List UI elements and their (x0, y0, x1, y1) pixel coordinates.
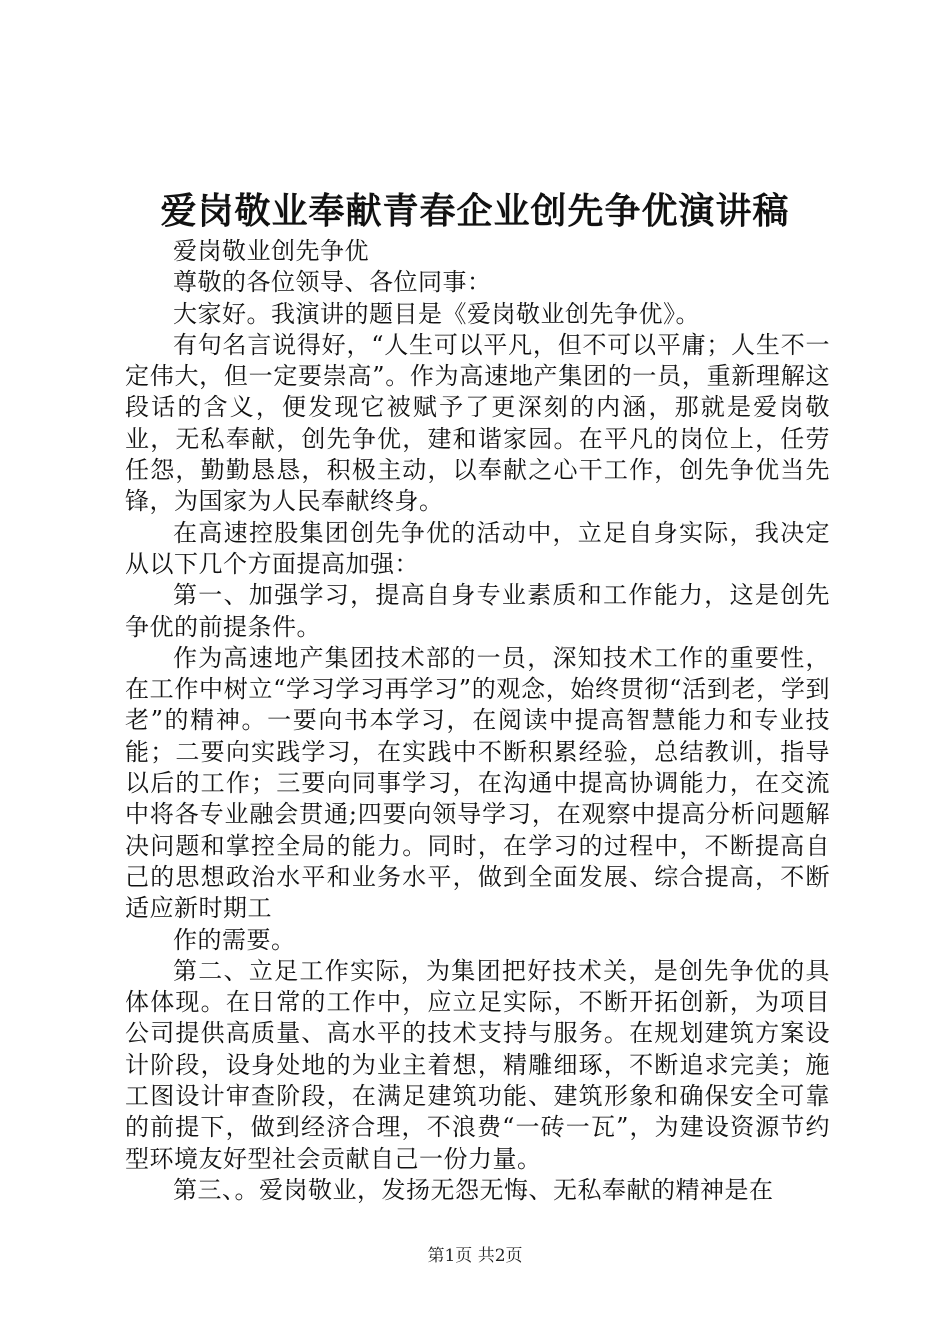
document-body (125, 236, 830, 1206)
paragraph-quote: 有句名言说得好，“人生可以平凡，但不可以平庸；人生不一定伟大，但一定要崇高”。作为高速地产集团的一员，重新理解这段话的含义，便发现它被赋予了更深刻的内涵，那就是爱岗敬业，无私奉献，创先争优，建和谐家园。在平凡的岗位上，任劳任怨，勤勤恳恳，积极主动，以奉献之心干工作，创先争优当先锋，为国家为人民奉献终身。 (125, 330, 830, 516)
paragraph-point-one: 第一、加强学习，提高自身专业素质和工作能力，这是创先争优的前提条件。 (125, 581, 830, 641)
paragraph-intro-plan: 在高速控股集团创先争优的活动中，立足自身实际，我决定从以下几个方面提高加强： (125, 518, 830, 578)
document-title: 爱岗敬业奉献青春企业创先争优演讲稿 (160, 190, 790, 232)
paragraph-learning-continued: 作的需要。 (173, 925, 296, 954)
paragraph-point-two: 第二、立足工作实际，为集团把好技术关，是创先争优的具体体现。在日常的工作中，应立足实际，不断开拓创新，为项目公司提供高质量、高水平的技术支持与服务。在规划建筑方案设计阶段，设身处地的为业主着想，精雕细琢，不断追求完美；施工图设计审查阶段，在满足建筑功能、建筑形象和确保安全可靠的前提下，做到经济合理，不浪费“一砖一瓦”，为建设资源节约型环境友好型社会贡献自己一份力量。 (125, 956, 830, 1173)
paragraph-subtitle: 爱岗敬业创先争优 (173, 237, 369, 265)
paragraph-salutation: 尊敬的各位领导、各位同事： (173, 268, 492, 297)
paragraph-greeting: 大家好。我演讲的题目是《爱岗敬业创先争优》。 (173, 299, 700, 328)
page-footer: 第1页 共2页 (427, 1246, 523, 1266)
paragraph-point-three: 第三、。爱岗敬业，发扬无怨无悔、无私奉献的精神是在 (173, 1175, 774, 1204)
paragraph-learning: 作为高速地产集团技术部的一员，深知技术工作的重要性，在工作中树立“学习学习再学习”的观念，始终贯彻“活到老，学到老”的精神。一要向书本学习，在阅读中提高智慧能力和专业技能；二要向实践学习，在实践中不断积累经验，总结教训，指导以后的工作；三要向同事学习，在沟通中提高协调能力，在交流中将各专业融会贯通;四要向领导学习，在观察中提高分析问题解决问题和掌控全局的能力。同时，在学习的过程中，不断提高自己的思想政治水平和业务水平，做到全面发展、综合提高，不断适应新时期工 (125, 643, 830, 923)
